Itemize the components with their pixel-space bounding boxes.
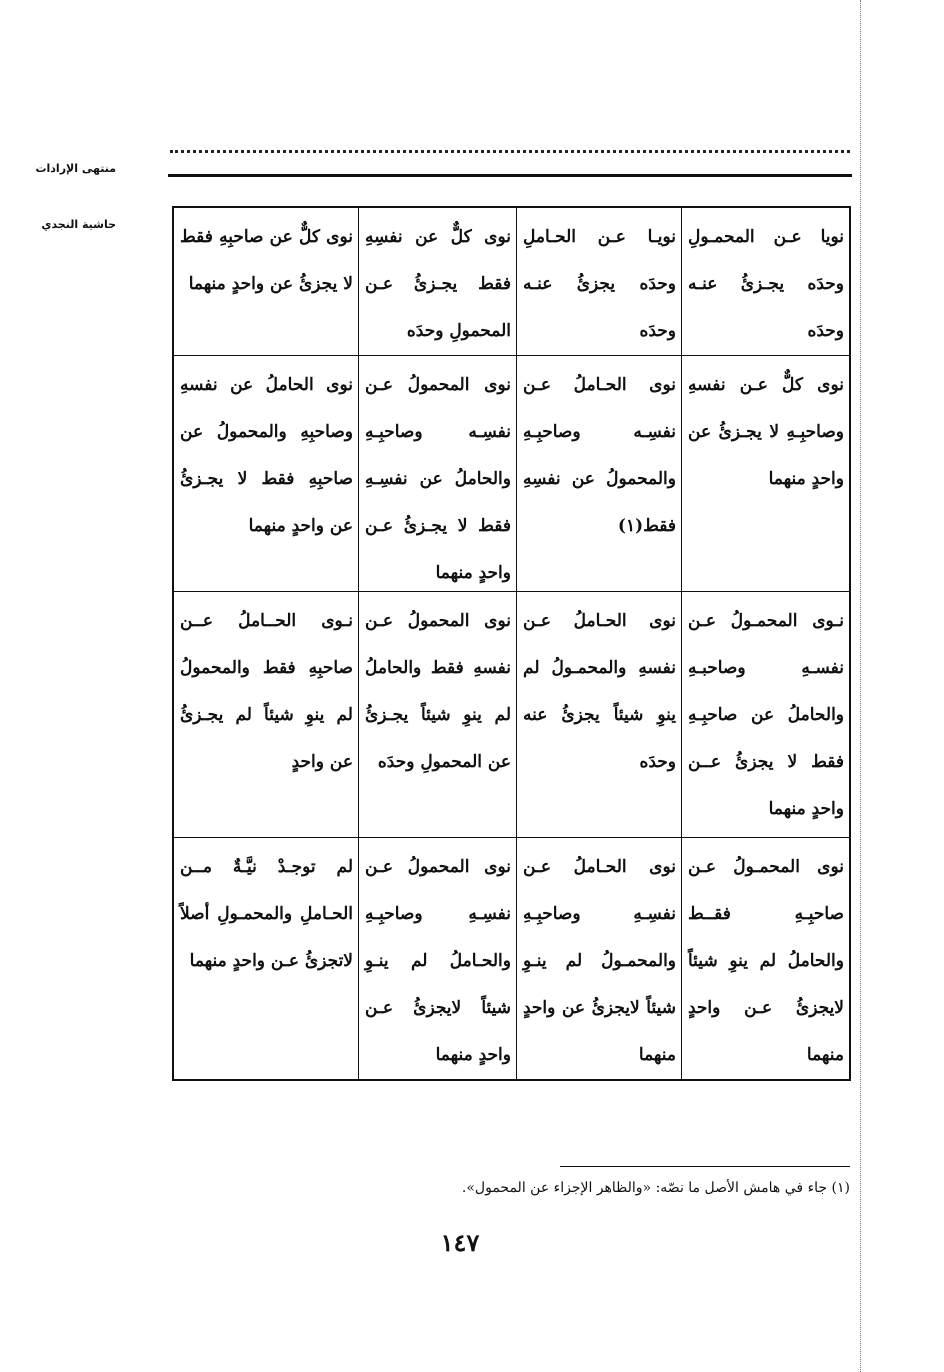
table-cell: نوى المحمـولُ عـن صاحبِـهِ فقــط والحاملُ لم ينوِ شيئاً لايجزئُ عـن واحدٍ منهما xyxy=(681,838,849,1079)
table-cell: نوى كلٌّ عن صاحبِهِ فقط لا يجزئُ عن واحدٍ منهما xyxy=(174,208,358,356)
table-cell: نويا عـن المحمـولِ وحدَه يجـزئُ عنـه وحدَه xyxy=(681,208,849,356)
header-rule xyxy=(168,174,852,177)
table-cell: نوى الحـاملُ عـن نفسِـهِ وصاحبِـهِ والمحمـولُ لم ينـوِ شيئاً لايجزئُ عن واحدٍ منهما xyxy=(516,838,681,1079)
running-subtitle: حاشية النجدي xyxy=(41,218,116,231)
page-number: ١٤٧ xyxy=(440,1228,480,1257)
table-cell: نـوى المحمـولُ عـن نفسـهِ وصاحبـهِ والحاملُ عن صاحبِـهِ فقط لا يجزئُ عــن واحدٍ منهما xyxy=(681,592,849,838)
table-cell: نوى كلٌّ عـن نفسهِ وصاحبِـهِ لا يجـزئُ عن واحدٍ منهما xyxy=(681,356,849,592)
table-cell: نوى المحمولُ عـن نفسِـهِ وصاحبِـهِ والحـاملُ لم ينـوِ شيئاً لايجزئُ عـن واحدٍ منهما xyxy=(358,838,516,1079)
table-cell: نوى المحمولُ عـن نفسِـه وصاحبِـهِ والحاملُ عن نفسِـهِ فقط لا يجـزئُ عـن واحدٍ منهما xyxy=(358,356,516,592)
footnote: (١) جاء في هامش الأصل ما نصّه: «والظاهر الإجزاء عن المحمول». xyxy=(461,1180,850,1196)
table-cell: نوى كلٌّ عن نفسِهِ فقط يجـزئُ عـن المحمولِ وحدَه xyxy=(358,208,516,356)
table-cell: نـوى الحــاملُ عــن صاحبِهِ فقط والمحمولُ لم ينوِ شيئاً لم يجـزئُ عن واحدٍ xyxy=(174,592,358,838)
table-cell: نوى الحـاملُ عـن نفسهِ والمحمـولُ لم ينوِ شيئاً يجزئُ عنه وحدَه xyxy=(516,592,681,838)
footnote-rule xyxy=(560,1166,850,1167)
page-edge-dotted-line xyxy=(860,0,863,1372)
table-cell: نويـا عـن الحـاملِ وحدَه يجزئُ عنـه وحدَه xyxy=(516,208,681,356)
header-dotted-rule xyxy=(170,150,850,154)
running-title: منتهى الإرادات xyxy=(35,162,116,175)
table-cell: نوى الحاملُ عن نفسهِ وصاحبِهِ والمحمولُ عن صاحبِهِ فقط لا يجـزئُ عن واحدٍ منهما xyxy=(174,356,358,592)
table-cell: لم توجـدْ نيَّـةٌ مــن الحـاملِ والمحمـولِ أصلاً لاتجزئُ عـن واحدٍ منهما xyxy=(180,857,353,971)
rulings-table xyxy=(172,206,851,1081)
table-cell: نوى المحمولُ عـن نفسهِ فقط والحاملُ لم ينوِ شيئاً يجـزئُ عن المحمولِ وحدَه xyxy=(358,592,516,838)
table-cell: نوى الحـاملُ عـن نفسِـه وصاحبِـهِ والمحمولُ عن نفسِهِ فقط(١) xyxy=(516,356,681,592)
